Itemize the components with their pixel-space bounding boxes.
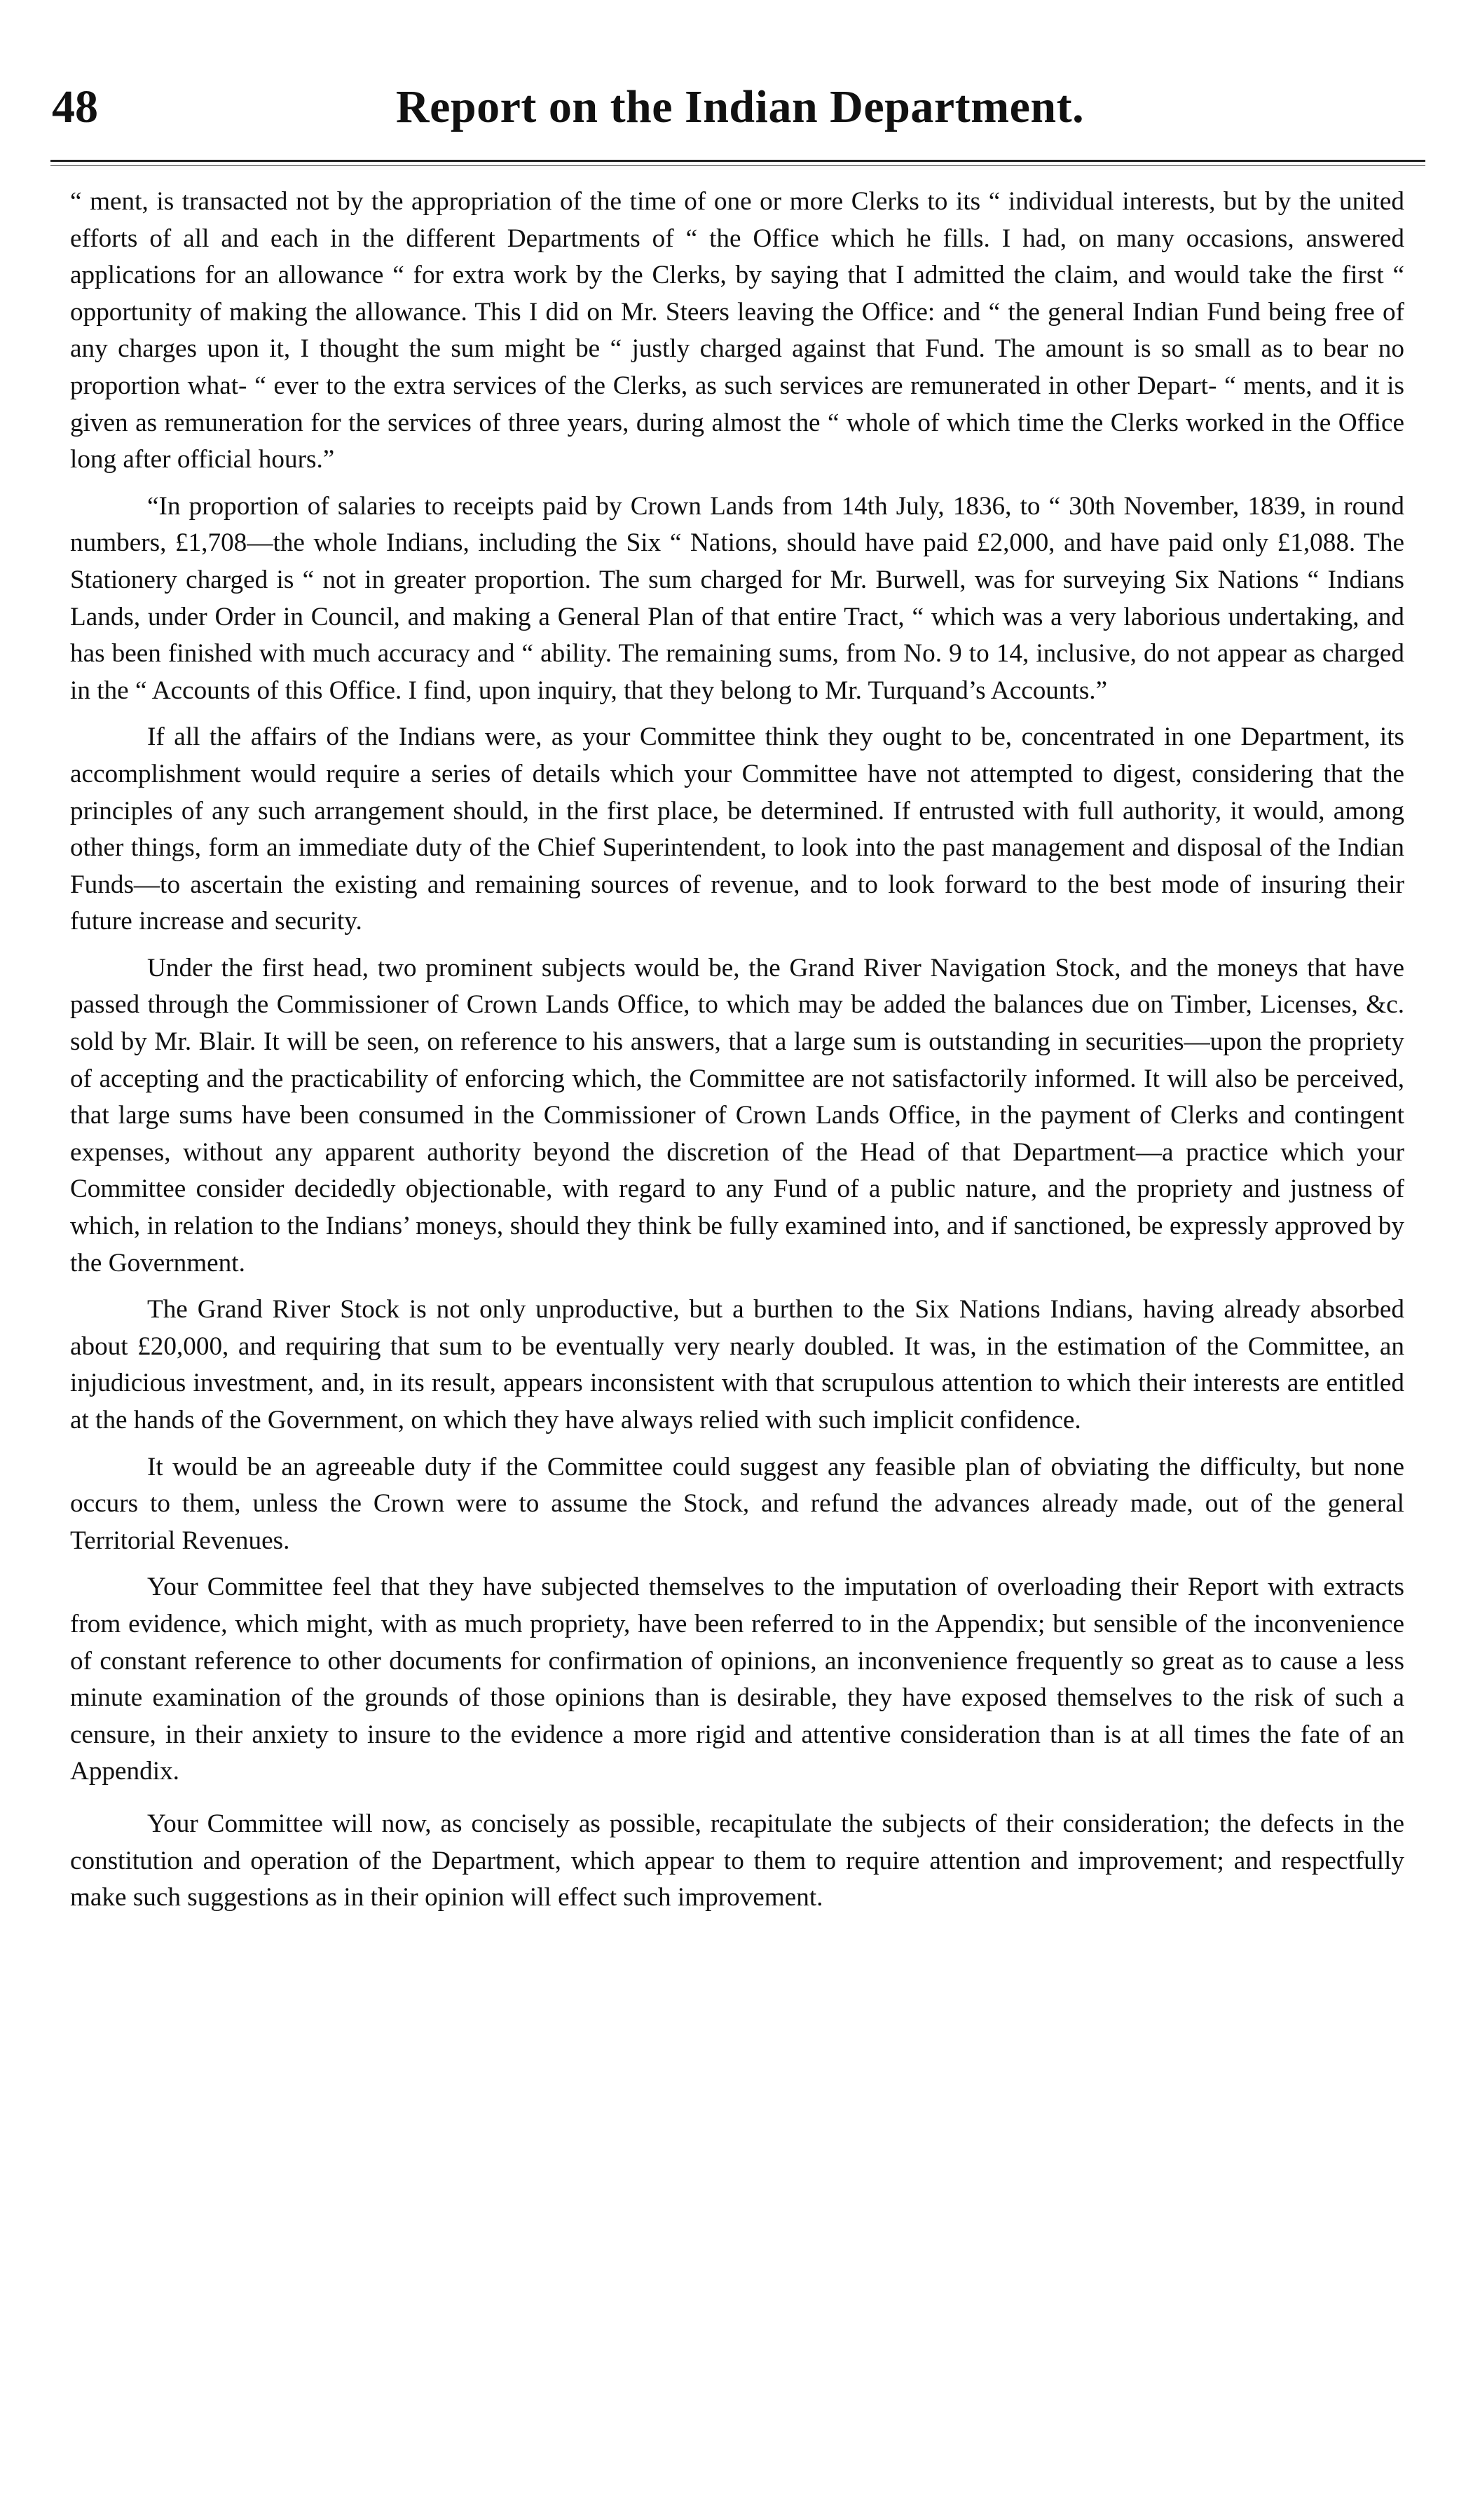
paragraph-8: Your Committee will now, as concisely as possible, recapitulate the subjects of their consideration; the defects in the constitution and operation of the Department, which appear to them to require attention and improvement; and respectfully make such suggestions as in their opinion will effect such improvement. bbox=[70, 1809, 1404, 1912]
page-header bbox=[49, 76, 1431, 139]
header-rule bbox=[50, 160, 1425, 162]
paragraph-quote-1: “ ment, is transacted not by the appropriation of the time of one or more Clerks to its “ individual interests, but by the united efforts of all and each in the different Departments of “ the Office which he fills. I had, on many occasions, answered applications for an allowance “ for extra work by the Clerks, by saying that I admitted the claim, and would take the first “ opportunity of making the allowance. This I did on Mr. Steers leaving the Office: and “ the general Indian Fund being free of any charges upon it, I thought the sum might be “ justly charged against that Fund. The amount is so small as to bear no proportion what- “ ever to the extra services of the Clerks, as such services are remunerated in other Depart- “ ments, and it is given as remuneration for the services of three years, during almost the “ whole of which time the Clerks worked in the Office long after official hours.” bbox=[70, 187, 1404, 474]
paragraph-7: Your Committee feel that they have subjected themselves to the imputation of overloading their Report with extracts from evidence, which might, with as much propriety, have been referred to in the Appendix; but sensible of the inconvenience of constant reference to other documents for confirmation of opinions, an inconvenience frequently so great as to cause a less minute examination of the grounds of those opinions than is desirable, they have exposed themselves to the risk of such a censure, in their anxiety to insure to the evidence a more rigid and attentive consideration than is at all times the fate of an Appendix. bbox=[70, 1573, 1404, 1786]
running-title: Report on the Indian Department. bbox=[395, 81, 1085, 132]
body-text bbox=[70, 184, 1404, 1917]
paragraph-6: It would be an agreeable duty if the Committee could suggest any feasible plan of obviating the difficulty, but none occurs to them, unless the Crown were to assume the Stock, and refund the advances already made, out of the general Territorial Revenues. bbox=[70, 1452, 1404, 1555]
paragraph-5: The Grand River Stock is not only unproductive, but a burthen to the Six Nations Indians, having already absorbed about £20,000, and requiring that sum to be eventually very nearly doubled. It was, in the estimation of the Committee, an injudicious investment, and, in its result, appears inconsistent with that scrupulous attention to which their interests are entitled at the hands of the Government, on which they have always relied with such implicit confidence. bbox=[70, 1295, 1404, 1434]
paragraph-4: Under the first head, two prominent subjects would be, the Grand River Navigation Stock, and the moneys that have passed through the Commissioner of Crown Lands Office, to which may be added the balances due on Timber, Licenses, &c. sold by Mr. Blair. It will be seen, on reference to his answers, that a large sum is outstanding in securities—upon the propriety of accepting and the practicability of enforcing which, the Committee are not satisfactorily informed. It will also be perceived, that large sums have been consumed in the Commissioner of Crown Lands Office, in the payment of Clerks and contingent expenses, without any apparent authority beyond the discretion of the Head of that Department—a practice which your Committee consider decidedly objectionable, with regard to any Fund of a public nature, and the propriety and justness of which, in relation to the Indians’ moneys, should they think be fully examined into, and if sanctioned, be expressly approved by the Government. bbox=[70, 953, 1404, 1278]
paragraph-quote-2: “In proportion of salaries to receipts paid by Crown Lands from 14th July, 1836, to “ 30th November, 1839, in round numbers, £1,708—the whole Indians, including the Six “ Nations, should have paid £2,000, and have paid only £1,088. The Stationery charged is “ not in greater proportion. The sum charged for Mr. Burwell, was for surveying Six Nations “ Indians Lands, under Order in Council, and making a General Plan of that entire Tract, “ which was a very laborious undertaking, and has been finished with much accuracy and “ ability. The remaining sums, from No. 9 to 14, inclusive, do not appear as charged in the “ Accounts of this Office. I find, upon inquiry, that they belong to Mr. Turquand’s Accounts.” bbox=[70, 491, 1404, 705]
header-rule-thin bbox=[50, 165, 1425, 166]
page-number: 48 bbox=[52, 81, 98, 132]
paragraph-3: If all the affairs of the Indians were, as your Committee think they ought to be, concentrated in one Department, its accomplishment would require a series of details which your Committee have not attempted to digest, considering that the principles of any such arrangement should, in the first place, be determined. If entrusted with full authority, it would, among other things, form an immediate duty of the Chief Superintendent, to look into the past management and disposal of the Indian Funds—to ascertain the existing and remaining sources of revenue, and to look forward to the best mode of insuring their future increase and security. bbox=[70, 723, 1404, 936]
